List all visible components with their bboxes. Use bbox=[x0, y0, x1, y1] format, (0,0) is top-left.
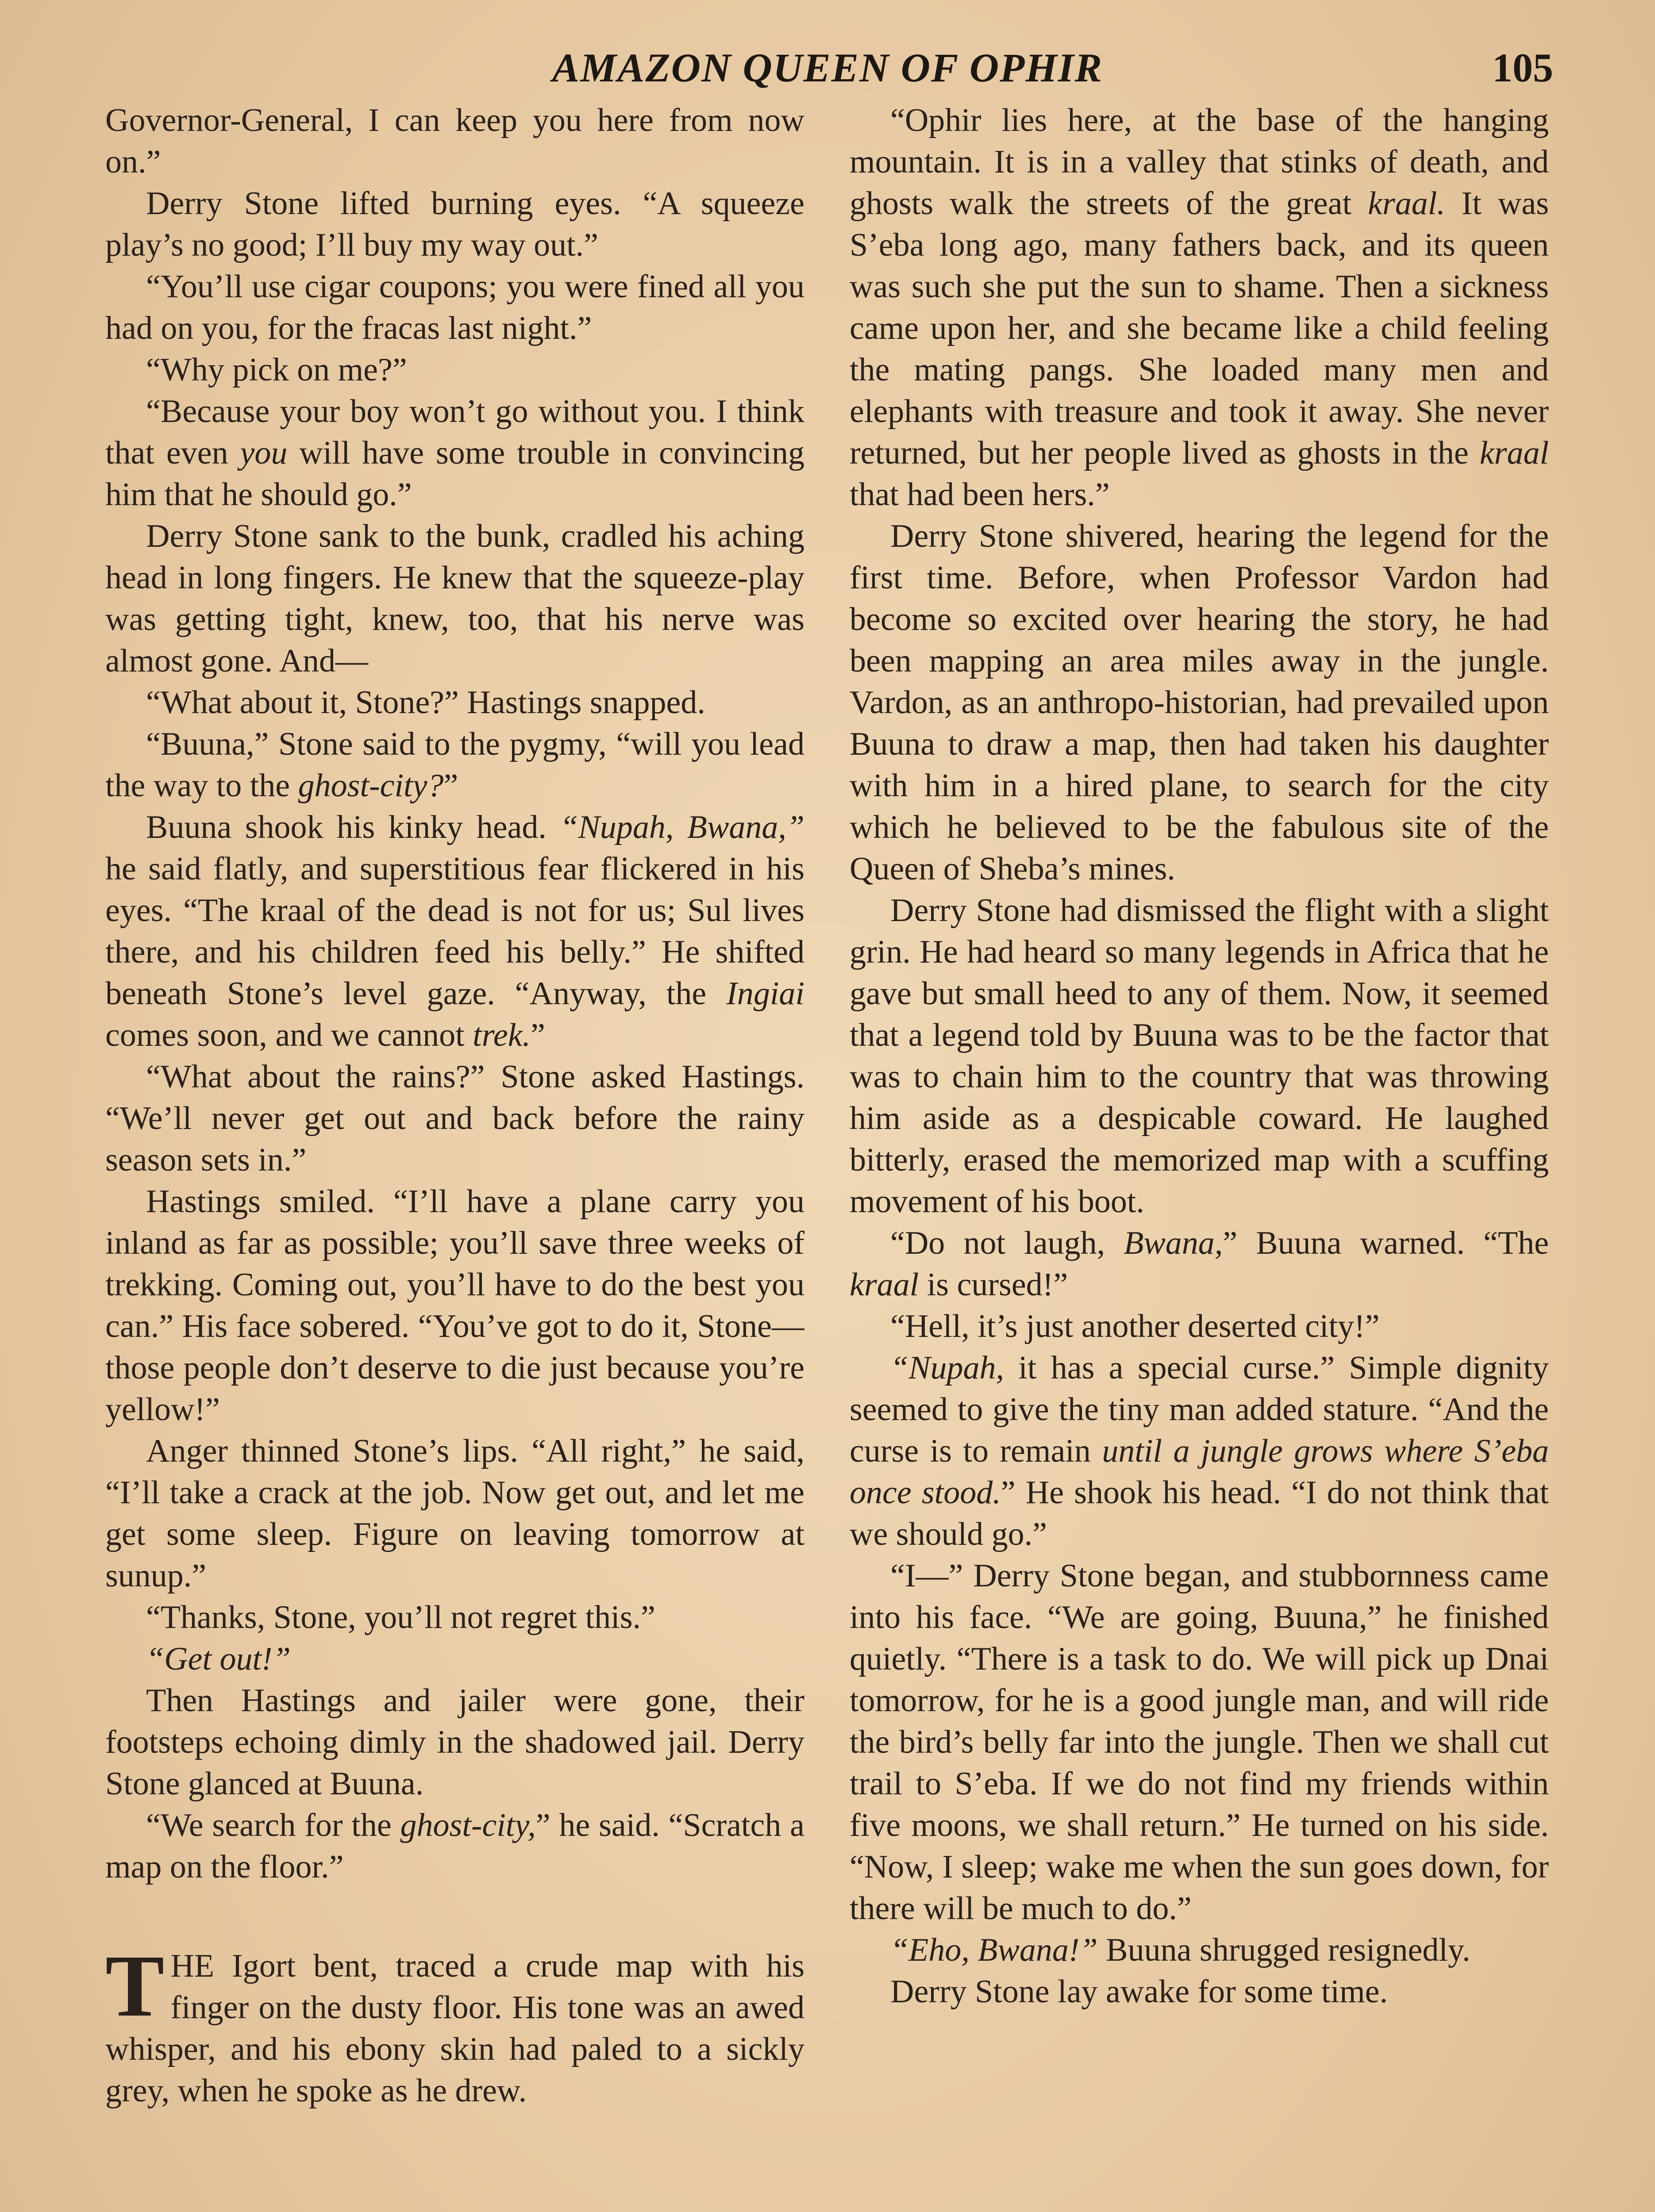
paragraph: “Buuna,” Stone said to the pygmy, “will you lead the way to the ghost-city?” bbox=[105, 726, 804, 804]
paragraph: “Because your boy won’t go without you. I think that even you will have some trouble in convincing him that he should go.” bbox=[105, 393, 804, 513]
paragraph: Hastings smiled. “I’ll have a plane carry you inland as far as possible; you’ll save three weeks of trekking. Coming out, you’ll have to do the best you can.” His face sobered. “You’ve got to do it, Stone—those people don’t deserve to die just because you’re yellow!” bbox=[105, 1183, 804, 1428]
paragraph: Buuna shook his kinky head. “Nupah, Bwana,” he said flatly, and superstitious fear flickered in his eyes. “The kraal of the dead is not for us; Sul lives there, and his children feed his belly.” He shifted beneath Stone’s level gaze. “Anyway, the Ingiai comes soon, and we cannot trek.” bbox=[105, 809, 804, 1053]
section-text: HE Igort bent, traced a crude map with his finger on the dusty floor. His tone was an awed whisper, and his ebony skin had paled to a sickly grey, when he spoke as he drew. bbox=[105, 1948, 804, 2109]
paragraph: “You’ll use cigar coupons; you were fined all you had on you, for the fracas last night.” bbox=[105, 269, 804, 346]
right-text-column bbox=[850, 100, 1549, 2212]
paragraph: “What about it, Stone?” Hastings snapped. bbox=[146, 684, 705, 721]
paragraph: “Eho, Bwana!” Buuna shrugged resignedly. bbox=[890, 1932, 1470, 1968]
page-number: 105 bbox=[1492, 45, 1553, 90]
paragraph: “Ophir lies here, at the base of the hanging mountain. It is in a valley that stinks of death, and ghosts walk the streets of the great kraal. It was S’eba long ago, many fathers back, and its queen was such she put the sun to shame. Then a sickness came upon her, and she became like a child feeling the mating pangs. She loaded many men and elephants with treasure and took it away. She never returned, but her people lived as ghosts in the kraal that had been hers.” bbox=[850, 102, 1549, 513]
section-opening-paragraph bbox=[105, 1937, 804, 2112]
paragraph: Derry Stone lifted burning eyes. “A squeeze play’s no good; I’ll buy my way out.” bbox=[105, 185, 804, 263]
paragraph: “Why pick on me?” bbox=[146, 352, 407, 388]
drop-cap: T bbox=[105, 1937, 165, 2035]
paragraph: Anger thinned Stone’s lips. “All right,” he said, “I’ll take a crack at the job. Now get out, and let me get some sleep. Figure on leaving tomorrow at sunup.” bbox=[105, 1433, 804, 1594]
paragraph: Derry Stone sank to the bunk, cradled his aching head in long fingers. He knew that the squeeze-play was getting tight, knew, too, that his nerve was almost gone. And— bbox=[105, 518, 804, 679]
paragraph: “We search for the ghost-city,” he said. “Scratch a map on the floor.” bbox=[105, 1807, 804, 1885]
paragraph: Then Hastings and jailer were gone, their footsteps echoing dimly in the shadowed jail. Derry Stone glanced at Buuna. bbox=[105, 1682, 804, 1802]
paragraph: “Hell, it’s just another deserted city!” bbox=[890, 1308, 1380, 1344]
paragraph: “Do not laugh, Bwana,” Buuna warned. “The kraal is cursed!” bbox=[850, 1225, 1549, 1303]
running-title: AMAZON QUEEN OF OPHIR bbox=[552, 45, 1103, 90]
paragraph: “I—” Derry Stone began, and stubbornness came into his face. “We are going, Buuna,” he finished quietly. “There is a task to do. We will pick up Dnai tomorrow, for he is a good jungle man, and will ride the bird’s belly far into the jungle. Then we shall cut trail to S’eba. If we do not find my friends within five moons, we shall return.” He turned on his side. “Now, I sleep; wake me when the sun goes down, for there will be much to do.” bbox=[850, 1558, 1549, 1927]
paragraph: Derry Stone shivered, hearing the legend for the first time. Before, when Professor Vardon had become so excited over hearing the story, he had been mapping an area miles away in the jungle. Vardon, as an anthropo-historian, had prevailed upon Buuna to draw a map, then had taken his daughter with him in a hired plane, to search for the city which he believed to be the fabulous site of the Queen of Sheba’s mines. bbox=[850, 518, 1549, 887]
running-header bbox=[102, 40, 1553, 97]
paragraph: “Get out!” bbox=[146, 1641, 291, 1677]
paragraph: Derry Stone had dismissed the flight with a slight grin. He had heard so many legends in Africa that he gave but small heed to any of them. Now, it seemed that a legend told by Buuna was to be the factor that was to chain him to the country that was throwing him aside as a despicable coward. He laughed bitterly, erased the memorized map with a scuffing movement of his boot. bbox=[850, 892, 1549, 1220]
paragraph: “Nupah, it has a special curse.” Simple dignity seemed to give the tiny man added stature. “And the curse is to remain until a jungle grows where S’eba once stood.” He shook his head. “I do not think that we should go.” bbox=[850, 1350, 1549, 1552]
left-text-column bbox=[105, 100, 804, 2212]
paragraph: Derry Stone lay awake for some time. bbox=[890, 1974, 1388, 2010]
paragraph: Governor-General, I can keep you here from now on.” bbox=[105, 102, 804, 180]
paragraph: “What about the rains?” Stone asked Hastings. “We’ll never get out and back before the rainy season sets in.” bbox=[105, 1059, 804, 1178]
paragraph: “Thanks, Stone, you’ll not regret this.” bbox=[146, 1599, 655, 1636]
